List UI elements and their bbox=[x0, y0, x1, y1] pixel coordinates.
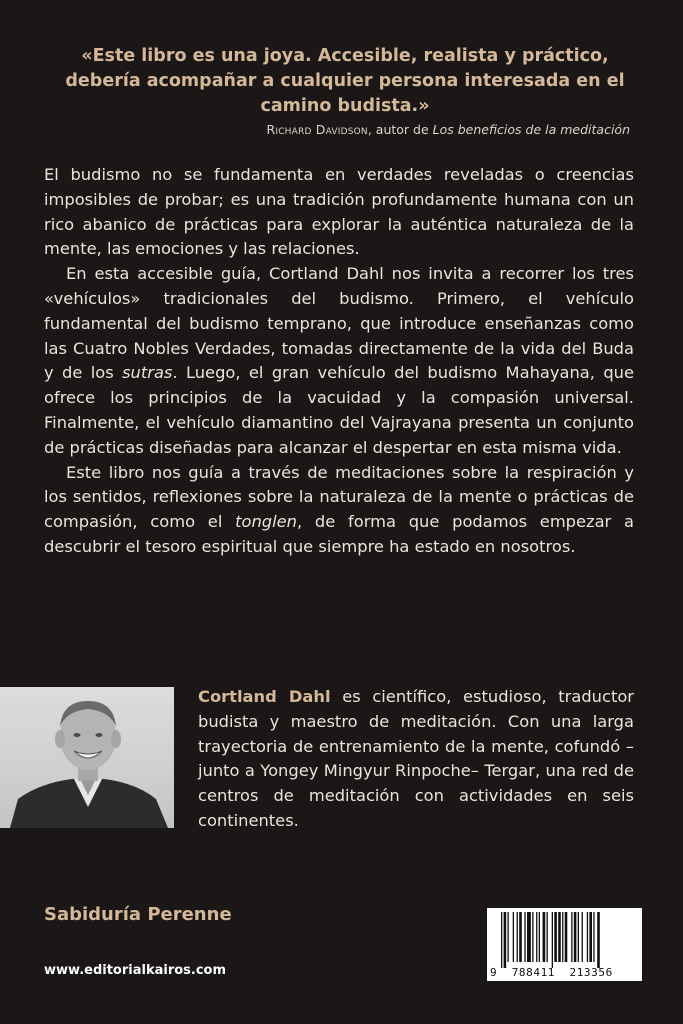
barcode-bars bbox=[487, 908, 642, 968]
isbn-group-1: 788411 bbox=[511, 966, 556, 979]
description-paragraph-2-text-b: . Luego, el gran vehículo del budismo Mahayana, que ofrece los principios de la vacuidad y la compasión universal. Finalmente, el vehículo diamantino del Vajrayana presenta un conjunto de prácticas diseñadas para alcanzar el despertar en esta misma vida. bbox=[44, 363, 634, 457]
barcode-bar bbox=[558, 912, 561, 962]
author-photo bbox=[0, 687, 174, 828]
barcode-bar bbox=[587, 912, 588, 962]
barcode-bar bbox=[504, 912, 507, 968]
barcode-bar bbox=[543, 912, 546, 962]
barcode-bar bbox=[536, 912, 537, 962]
description-paragraph-3 bbox=[44, 461, 634, 560]
blurb-attribution bbox=[60, 122, 630, 137]
description-paragraph-2-text-a: En esta accesible guía, Cortland Dahl nos invita a recorrer los tres «vehículos» tradicionales del budismo. Primero, el vehículo fundamental del budismo temprano, que introduce enseñanzas como las Cuatro Nobles Verdades, tomadas directamente de la vida del Buda y de los bbox=[44, 264, 634, 383]
barcode-bar bbox=[554, 912, 557, 962]
barcode-bar bbox=[527, 912, 531, 962]
barcode-bar bbox=[597, 912, 600, 968]
barcode-bar bbox=[517, 912, 518, 962]
isbn-first-digit: 9 bbox=[490, 966, 498, 979]
barcode-bar bbox=[519, 912, 522, 962]
description-paragraph-1: El budismo no se fundamenta en verdades reveladas o creencias imposibles de probar; es una tradición profundamente humana con un rico abanico de prácticas para explorar la auténtica naturaleza de la mente, las emociones y las relaciones. bbox=[44, 165, 634, 259]
blurb-book-title: Los beneficios de la meditación bbox=[432, 122, 630, 137]
barcode-bar bbox=[513, 912, 514, 962]
description-paragraph-3-emphasis: tonglen bbox=[235, 512, 297, 532]
barcode-bar bbox=[508, 912, 509, 962]
barcode-bar bbox=[589, 912, 592, 962]
publisher-website: www.editorialkairos.com bbox=[44, 963, 227, 978]
author-portrait-image bbox=[0, 687, 174, 828]
book-description bbox=[44, 163, 634, 560]
collection-name: Sabiduría Perenne bbox=[44, 904, 232, 925]
barcode-bar bbox=[578, 912, 579, 962]
author-bio-text: es científico, estudioso, traductor budista y maestro de meditación. Con una larga trayectoria de entrenamiento de la mente, cofundó –junto a Yongey Mingyur Rinpoche– Tergar, una red de centros de meditación con actividades en seis continentes. bbox=[198, 687, 634, 830]
barcode-bar bbox=[565, 912, 568, 962]
description-paragraph-3-text-a: Este libro nos guía a través de meditaciones sobre la respiración y los sentidos, reflexiones sobre la naturaleza de la mente o prácticas de compasión, como el bbox=[44, 462, 634, 532]
isbn-group-2: 213356 bbox=[569, 966, 613, 979]
barcode-bar bbox=[501, 912, 502, 968]
barcode-bar bbox=[582, 912, 583, 962]
blurb-author: Richard Davidson bbox=[266, 122, 368, 137]
author-name: Cortland Dahl bbox=[198, 687, 331, 706]
barcode-bar bbox=[547, 912, 548, 962]
barcode-bar bbox=[593, 912, 594, 962]
isbn-barcode bbox=[487, 908, 642, 981]
barcode-bar bbox=[571, 912, 572, 962]
barcode-bar bbox=[552, 912, 553, 968]
blurb-attribution-prefix: , autor de bbox=[367, 122, 433, 137]
barcode-bar bbox=[532, 912, 533, 962]
author-bio bbox=[198, 685, 634, 834]
description-paragraph-2-emphasis: sutras bbox=[122, 363, 173, 383]
isbn-digits bbox=[490, 966, 642, 979]
barcode-bar bbox=[562, 912, 563, 962]
description-paragraph-3-text-b: , de forma que podamos empezar a descubrir el tesoro espiritual que siempre ha estado en nosotros. bbox=[44, 512, 634, 556]
barcode-bar bbox=[539, 912, 540, 962]
barcode-bar bbox=[524, 912, 525, 962]
description-paragraph-2 bbox=[44, 262, 634, 460]
barcode-bar bbox=[574, 912, 577, 962]
blurb-quote: «Este libro es una joya. Accesible, realista y práctico, debería acompañar a cualquier persona interesada en el camino budista.» bbox=[65, 46, 625, 116]
